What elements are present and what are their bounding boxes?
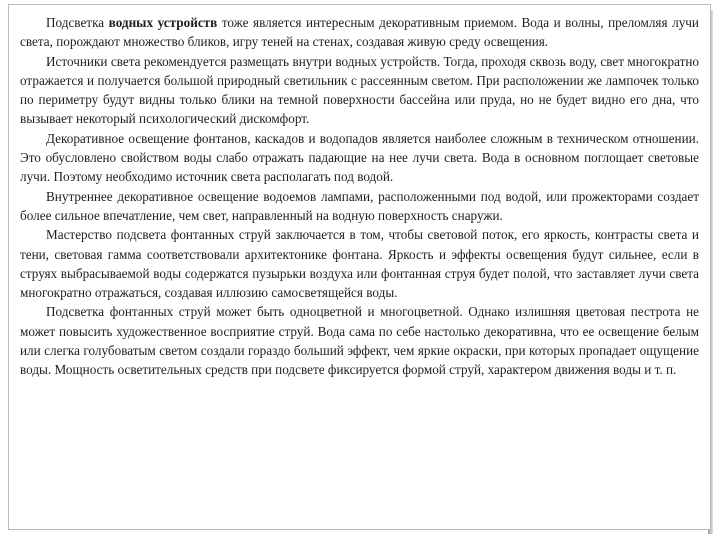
paragraph-text: Источники света рекомендуется размещать внутри водных устройств. Тогда, проходя сквозь воду, свет многократно отражается и получается большой природный светильник с рассеянным светом. При расположении же лампочек только по периметру будут видны только блики на темной поверхности бассейна или пруда, но не будет видно его дна, что вызывает некоторый психологический дискомфорт. xyxy=(20,53,699,127)
paragraph-text: Подсветка фонтанных струй может быть одноцветной и многоцветной. Однако излишняя цветовая пестрота не может повысить художественное восприятие струй. Вода сама по себе настолько декоративна, что ее освещение белым или слегка голубоватым светом создали гораздо больший эффект, чем яркие окраски, при которых пропадает ощущение воды. Мощность осветительных средств при подсвете фиксируется формой струй, характером движения воды и т. п. xyxy=(20,304,699,378)
paragraph xyxy=(20,225,699,302)
paragraph-text: Внутреннее декоративное освещение водоемов лампами, расположенными под водой, или прожекторами создает более сильное впечатление, чем свет, направленный на водную поверхность снаружи. xyxy=(20,188,699,223)
paragraph xyxy=(20,187,699,226)
paragraph xyxy=(20,129,699,187)
paragraph-lead: Подсветка xyxy=(46,15,109,30)
paragraph-text: Мастерство подсвета фонтанных струй заключается в том, чтобы световой поток, его яркость, контрасты света и тени, световая гамма соответствовали архитектонике фонтана. Яркость и эффекты освещения будут сильнее, если в струях выбрасываемой воды содержатся пузырьки воздуха или фонтанная струя будет полой, что заставляет лучи света многократно отражаться, создавая иллюзию самосветящейся воды. xyxy=(20,227,699,301)
paragraph-emphasis: водных устройств xyxy=(108,15,218,30)
paragraph xyxy=(20,52,699,129)
paragraph xyxy=(20,302,699,379)
document-body xyxy=(20,13,699,380)
paragraph-text: Декоративное освещение фонтанов, каскадов и водопадов является наиболее сложным в техническом отношении. Это обусловлено свойством воды слабо отражать падающие на нее лучи света. Вода в основном поглощает световые лучи. Поэтому необходимо источник света располагать под водой. xyxy=(20,130,699,185)
paragraph xyxy=(20,13,699,52)
paragraph-text: тоже является интересным декоративным приемом. Вода и волны, преломляя лучи света, порождают множество бликов, игру теней на стенах, создавая живую среду освещения. xyxy=(20,15,699,50)
